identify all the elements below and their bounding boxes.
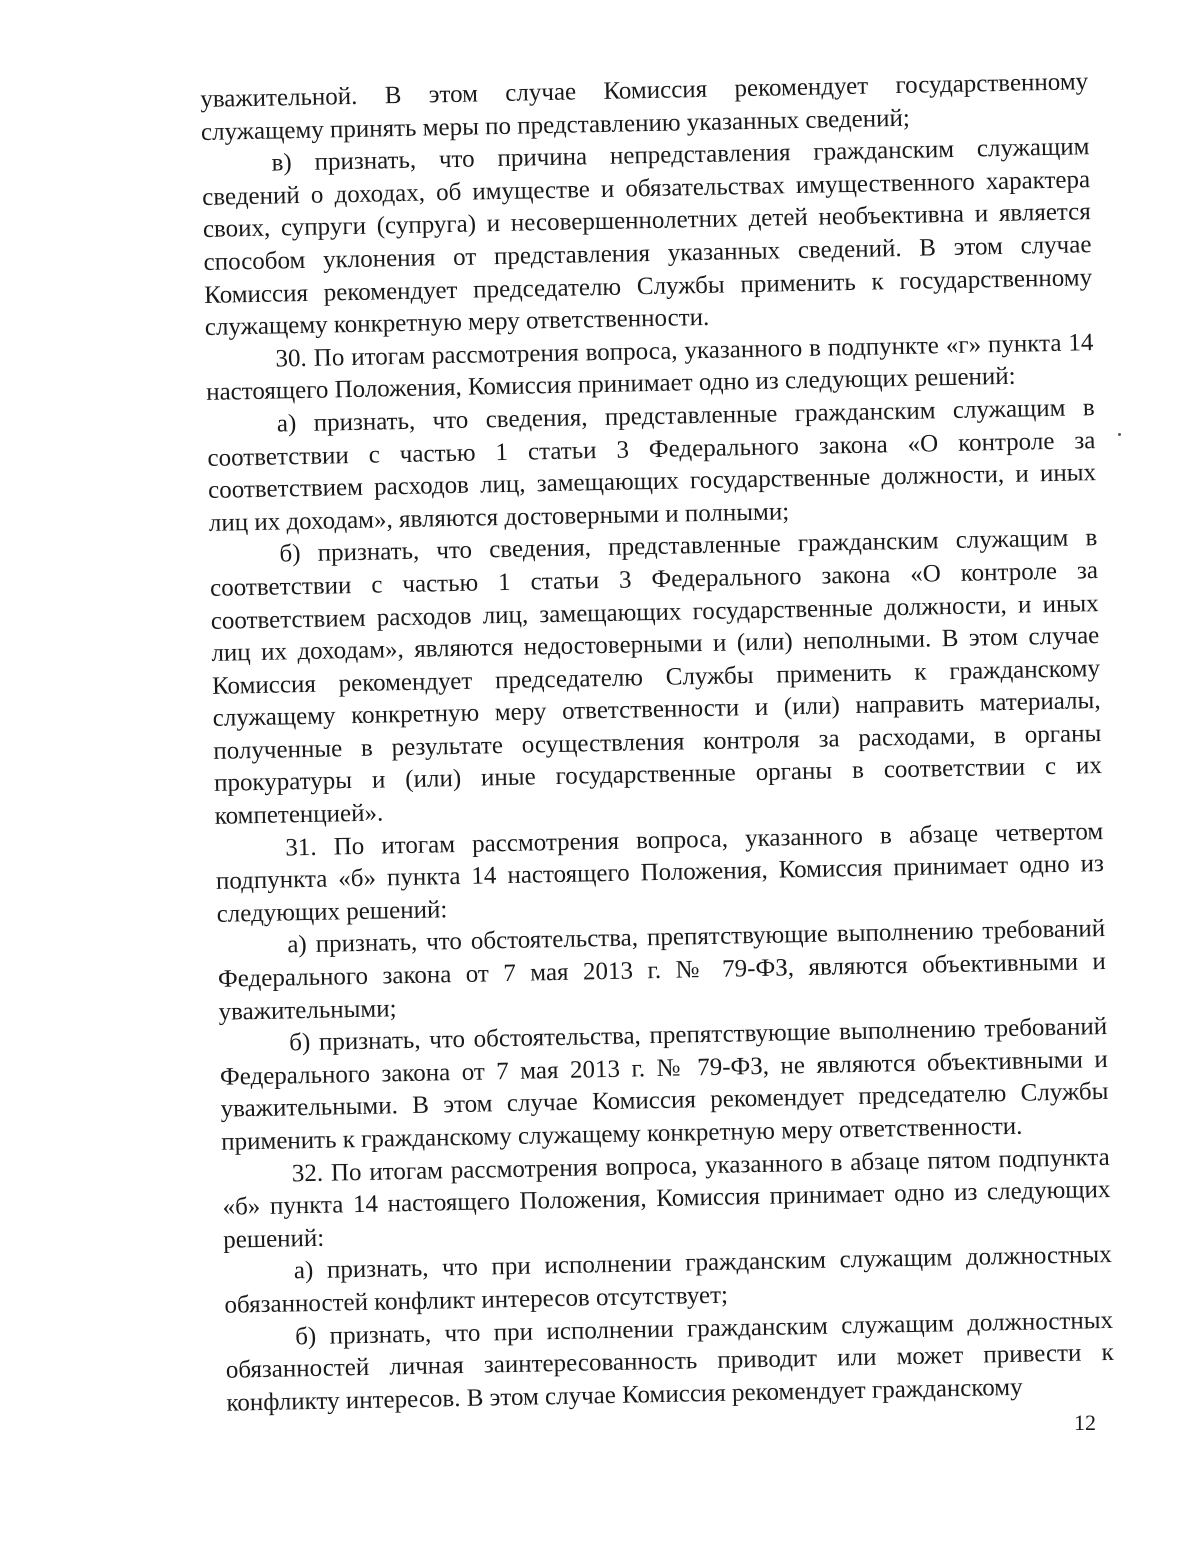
paragraph: уважительной. В этом случае Комиссия рекомендует государственному служащему принять меры по представлению указанных сведений; — [200, 68, 1089, 146]
paragraph: а) признать, что сведения, представленные гражданским служащим в соответствии с частью 1 статьи 3 Федерального закона «О контроле за соответствием расходов лиц, замещающих государственные должности, и иных лиц их доходам», являются достоверными и полными; — [207, 394, 1097, 537]
page-number: 12 — [1074, 1410, 1096, 1435]
paragraph: б) признать, что при исполнении гражданским служащим должностных обязанностей личная заинтересованность приводит или может привести к конфликту интересов. В этом случае Комиссия рекомендует гражданскому — [225, 1306, 1114, 1417]
paragraph: а) признать, что при исполнении гражданским служащим должностных обязанностей конфликт интересов отсутствует; — [224, 1241, 1112, 1319]
paragraph: б) признать, что сведения, представленные гражданским служащим в соответствии с частью 1 статьи 3 Федерального закона «О контроле за соответствием расходов лиц, замещающих государственные должности, и иных лиц их доходам», являются недостоверными и (или) неполными. В этом случае Комиссия рекомендует председателю Службы применить к гражданскому служащему конкретную меру ответственности и (или) направить материалы, полученные в результате осуществления контроля за расходами, в органы прокуратуры и (или) иные государственные органы в соответствии с их компетенцией». — [209, 524, 1103, 830]
paragraph: в) признать, что причина непредставления гражданским служащим сведений о доходах, об имуществе и обязательствах имущественного характера своих, супруги (супруга) и несовершеннолетних детей необъективна и является способом уклонения от представления указанных сведений. В этом случае Комиссия рекомендует председателю Службы применить к государственному служащему конкретную меру ответственности. — [202, 133, 1093, 342]
paragraph: 32. По итогам рассмотрения вопроса, указанного в абзаце пятом подпункта «б» пункта 14 настоящего Положения, Комиссия принимает одно из следующих решений: — [222, 1143, 1111, 1254]
paragraph: б) признать, что обстоятельства, препятствующие выполнению требований Федерального закона от 7 мая 2013 г. № 79-ФЗ, не являются объективными и уважительными. В этом случае Комиссия рекомендует председателю Службы применить к гражданскому служащему конкретную меру ответственности. — [219, 1013, 1109, 1156]
document-body — [200, 66, 1115, 1420]
paragraph: а) признать, что обстоятельства, препятствующие выполнению требований Федерального закона от 7 мая 2013 г. № 79-ФЗ, являются объективными и уважительными; — [217, 915, 1107, 1026]
scan-speck — [1118, 433, 1121, 436]
paragraph: 30. По итогам рассмотрения вопроса, указанного в подпункте «г» пункта 14 настоящего Положения, Комиссия принимает одно из следующих решений: — [205, 328, 1094, 407]
paragraph: 31. По итогам рассмотрения вопроса, указанного в абзаце четвертом подпункта «б» пункта 14 настоящего Положения, Комиссия принимает одно из следующих решений: — [215, 817, 1105, 928]
